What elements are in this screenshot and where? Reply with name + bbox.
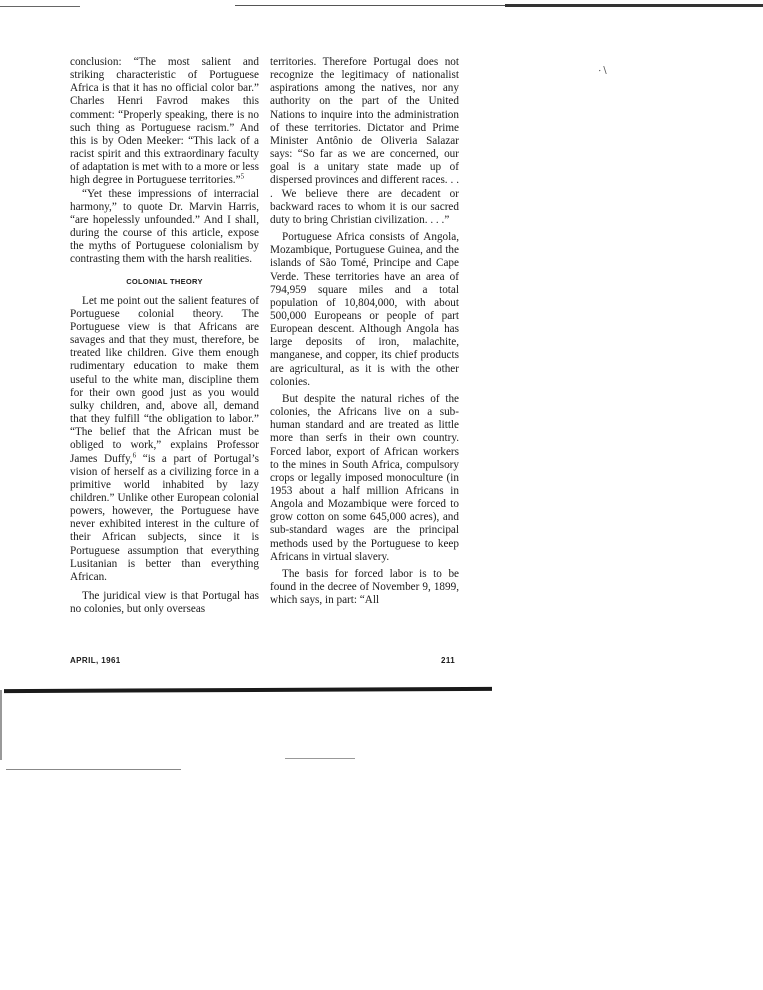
bottom-scan-speck <box>285 758 355 759</box>
page-number: 211 <box>441 656 456 665</box>
paragraph: The basis for forced labor is to be found in the decree of November 9, 1899, which says, in part: “All <box>270 567 459 607</box>
footnote-marker: 5 <box>240 172 245 181</box>
paragraph <box>70 295 259 584</box>
left-column <box>70 56 259 616</box>
footnote-marker: 6 <box>132 450 137 459</box>
top-scan-rule-dark <box>505 4 763 7</box>
paragraph: “Yet these impressions of interracial harmony,” to quote Dr. Marvin Harris, “are hopelessly unfounded.” And I shall, during the course of this article, expose the myths of Portuguese colonialism by contrasting them with the harsh realities. <box>70 187 259 266</box>
footer-date: APRIL, 1961 <box>70 656 121 665</box>
paragraph: Portuguese Africa consists of Angola, Mozambique, Portuguese Guinea, and the islands of São Tomé, Principe and Cape Verde. These territories have an area of 794,959 square miles and a total population of 10,804,000, with about 500,000 Europeans or people of part European descent. Although Angola has large deposits of iron, malachite, manganese, and copper, its chief products are agricultural, as it is with the other colonies. <box>270 231 459 388</box>
stray-mark: ⋅∖ <box>598 66 608 77</box>
paragraph: The juridical view is that Portugal has no colonies, but only overseas <box>70 590 259 616</box>
bottom-scan-bar <box>4 687 492 693</box>
paragraph: territories. Therefore Portugal does not recognize the legitimacy of nationalist aspirations among the natives, nor any authority on the part of the United Nations to inquire into the administration of these territories. Dictator and Prime Minister Antônio de Oliveria Salazar says: “So far as we are concerned, our goal is a unitary state made up of dispersed provinces and different races. . . . We believe there are decadent or backward races to whom it is our sacred duty to bring Christian civilization. . . .” <box>270 56 459 226</box>
top-scan-line <box>0 6 80 7</box>
left-scan-edge <box>0 690 8 760</box>
bottom-scan-speck <box>6 769 181 770</box>
paragraph <box>70 56 259 188</box>
right-column <box>270 56 459 607</box>
paragraph-text: “is a part of Portugal’s vision of herself as a civilizing force in a primitive world inhabited by lazy children.” Unlike other European colonial powers, however, the Portuguese have never exhibited interest in the culture of their African subjects, since it is Portuguese assumption that everything Lusitanian is better than everything African. <box>70 452 259 583</box>
paragraph-text: Let me point out the salient features of Portuguese colonial theory. The Portuguese view is that Africans are savages and that they must, therefore, be treated like children. Give them enough rudimentary education to make them useful to the white man, discipline them for their own good just as you would sulky children, and, above all, demand that they fulfill “the obligation to labor.” “The belief that the African must be obliged to work,” explains Professor James Duffy, <box>70 294 259 465</box>
paragraph-text: conclusion: “The most salient and striking characteristic of Portuguese Africa is that it has no official color bar.” Charles Henri Favrod makes this comment: “Properly speaking, there is no such thing as Portuguese racism.” And this is by Oden Meeker: “This lack of a racist spirit and this extraordinary faculty of adaptation is met with to a more or less high degree in Portuguese territories.” <box>70 56 259 187</box>
paragraph: But despite the natural riches of the colonies, the Africans live on a sub-human standard and are treated as little more than serfs in their own country. Forced labor, export of African workers to the mines in South Africa, compulsory crops or legally imposed monoculture (in 1953 about a half million Africans in Angola and Mozambique were forced to grow cotton on some 645,000 acres), and sub-standard wages are the principal methods used by the Portuguese to keep Africans in virtual slavery. <box>270 392 459 563</box>
section-heading: COLONIAL THEORY <box>126 276 203 286</box>
